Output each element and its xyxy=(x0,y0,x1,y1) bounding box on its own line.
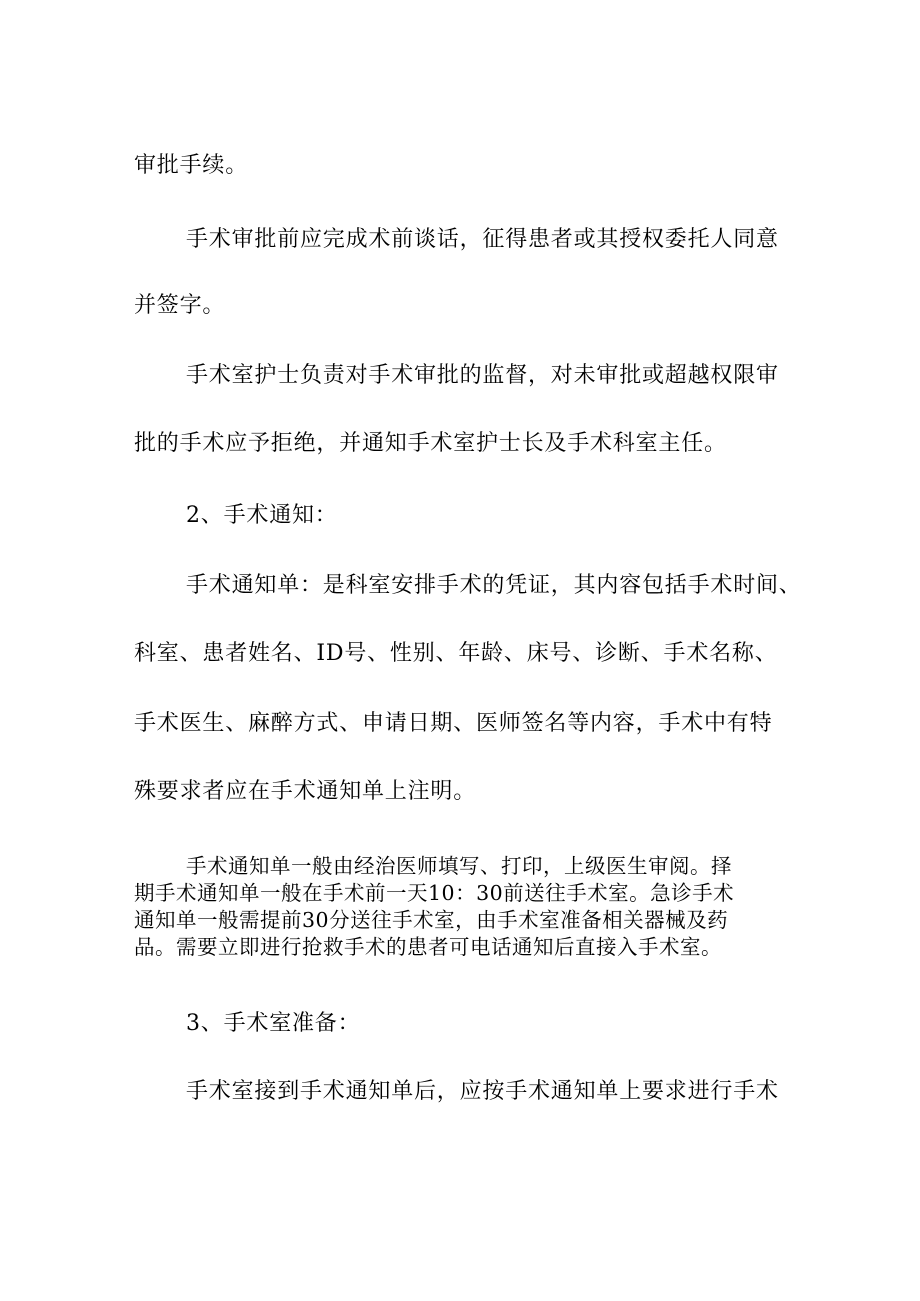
dense-paragraph xyxy=(134,853,794,961)
paragraph-line: 批的手术应予拒绝，并通知手术室护士长及手术科室主任。 xyxy=(134,431,727,456)
section-heading: 2、手术通知： xyxy=(186,503,338,528)
paragraph-line: 手术通知单：是科室安排手术的凭证，其内容包括手术时间、 xyxy=(186,573,802,598)
paragraph-line: 手术医生、麻醉方式、申请日期、医师签名等内容，手术中有特 xyxy=(134,711,773,736)
paragraph-line: 手术室护士负责对手术审批的监督，对未审批或超越权限审 xyxy=(186,363,779,388)
paragraph-line: 品。需要立即进行抢救手术的患者可电话通知后直接入手术室。 xyxy=(134,935,722,959)
paragraph-line: 并签字。 xyxy=(134,293,226,318)
paragraph-line: 科室、患者姓名、ID号、性别、年龄、床号、诊断、手术名称、 xyxy=(134,641,778,666)
paragraph-line: 手术室接到手术通知单后，应按手术通知单上要求进行手术 xyxy=(186,1079,779,1104)
section-heading: 3、手术室准备： xyxy=(186,1011,361,1036)
paragraph-line: 期手术通知单一般在手术前一天10：30前送往手术室。急诊手术 xyxy=(134,881,735,905)
paragraph-line: 通知单一般需提前30分送往手术室，由手术室准备相关器械及药 xyxy=(134,908,729,932)
paragraph-line: 手术审批前应完成术前谈话，征得患者或其授权委托人同意 xyxy=(186,227,779,252)
paragraph-line: 审批手续。 xyxy=(134,153,249,178)
paragraph-line: 殊要求者应在手术通知单上注明。 xyxy=(134,779,477,804)
paragraph-line: 手术通知单一般由经治医师填写、打印，上级医生审阅。择 xyxy=(186,854,732,878)
